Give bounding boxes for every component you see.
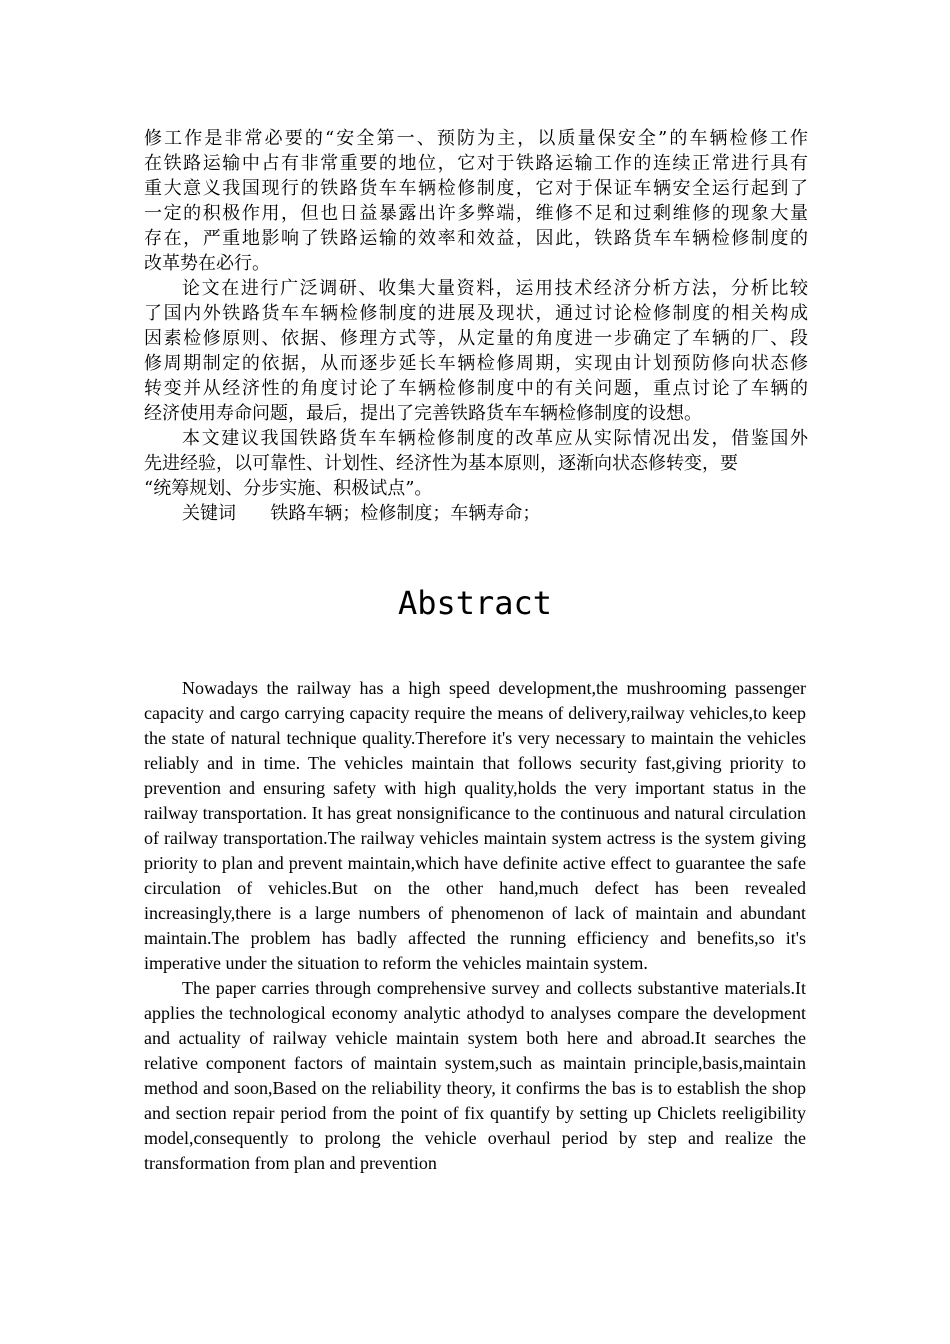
keywords-value: 铁路车辆；检修制度；车辆寿命； xyxy=(270,503,541,524)
cn-text-line: 存在，严重地影响了铁路运输的效率和效益，因此，铁路货车车辆检修制度的 xyxy=(144,228,808,249)
english-paragraph: Nowadays the railway has a high speed development,the mushrooming passenger capacity and cargo carrying capacity require the means of delivery,railway vehicles,to keep the state of natural technique quality.Therefore it's very necessary to maintain the vehicles reliably and in time. The vehicles maintain that follows security fast,giving priority to prevention and ensuring safety with high quality,holds the very important status in the railway transportation. It has great nonsignificance to the continuous and natural circulation of railway transportation.The railway vehicles maintain system actress is the system giving priority to plan and prevent maintain,which have definite active effect to guarantee the safe circulation of vehicles.But on the other hand,much defect has been revealed increasingly,there is a large numbers of phenomenon of lack of maintain and abundant maintain.The problem has badly affected the running efficiency and benefits,so it's imperative under the situation to reform the vehicles maintain system. xyxy=(144,678,806,973)
english-paragraph: The paper carries through comprehensive survey and collects substantive materials.It applies the technological economy analytic athodyd to analyses compare the development and actuality of railway vehicle maintain system both here and abroad.It searches the relative component factors of maintain system,such as maintain principle,basis,maintain method and soon,Based on the reliability theory, it confirms the bas is to establish the shop and section repair period from the point of fix quantify by setting up Chiclets reeligibility model,consequently to prolong the vehicle overhaul period by step and realize the transformation from plan and prevention xyxy=(144,978,806,1173)
cn-text-line: 在铁路运输中占有非常重要的地位，它对于铁路运输工作的连续正常进行具有 xyxy=(144,153,808,174)
cn-text-line: 因素检修原则、依据、修理方式等，从定量的角度进一步确定了车辆的厂、段 xyxy=(144,328,808,349)
cn-text-line: 经济使用寿命问题，最后，提出了完善铁路货车车辆检修制度的设想。 xyxy=(144,403,702,424)
abstract-heading: Abstract xyxy=(397,584,553,622)
keywords-line xyxy=(144,501,808,526)
cn-text-line: “统筹规划、分步实施、积极试点”。 xyxy=(144,478,433,499)
chinese-abstract xyxy=(144,126,808,526)
keywords-label: 关键词 xyxy=(182,503,236,524)
cn-text-line: 重大意义我国现行的铁路货车车辆检修制度，它对于保证车辆安全运行起到了 xyxy=(144,178,808,199)
cn-text-line: 先进经验，以可靠性、计划性、经济性为基本原则，逐渐向状态修转变，要 xyxy=(144,453,738,474)
english-abstract xyxy=(144,676,806,1176)
cn-text-line: 改革势在必行。 xyxy=(144,253,270,274)
cn-text-line: 了国内外铁路货车车辆检修制度的进展及现状，通过讨论检修制度的相关构成 xyxy=(144,303,808,324)
cn-text-line: 修周期制定的依据，从而逐步延长车辆检修周期，实现由计划预防修向状态修 xyxy=(144,353,808,374)
cn-text-line: 本文建议我国铁路货车车辆检修制度的改革应从实际情况出发，借鉴国外 xyxy=(182,428,808,449)
cn-text-line: 转变并从经济性的角度讨论了车辆检修制度中的有关问题，重点讨论了车辆的 xyxy=(144,378,808,399)
cn-text-line: 修工作是非常必要的“安全第一、预防为主，以质量保安全”的车辆检修工作 xyxy=(144,128,808,149)
cn-text-line: 论文在进行广泛调研、收集大量资料，运用技术经济分析方法，分析比较 xyxy=(182,278,808,299)
cn-text-line: 一定的积极作用，但也日益暴露出许多弊端，维修不足和过剩维修的现象大量 xyxy=(144,203,808,224)
